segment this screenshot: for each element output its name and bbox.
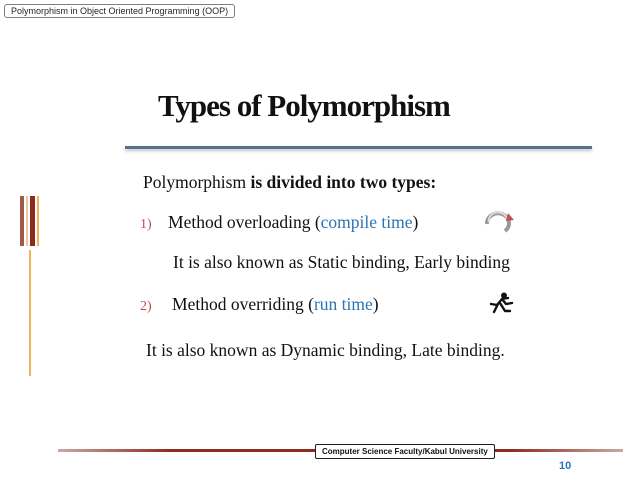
intro-line: Polymorphism is divided into two types:: [143, 172, 437, 192]
item-number: 1): [140, 217, 152, 232]
item-1-note: It is also known as Static binding, Early binding: [173, 252, 510, 272]
page-number: 10: [559, 460, 572, 472]
list-item-1: 1) Method overloading (compile time): [140, 212, 419, 232]
slide-header-label: Polymorphism in Object Oriented Programming (OOP): [4, 4, 235, 18]
item-number: 2): [140, 299, 152, 314]
item-2-note: It is also known as Dynamic binding, Late binding.: [146, 340, 505, 360]
running-figure-icon: [488, 292, 514, 314]
slide-title: Types of Polymorphism: [158, 88, 450, 123]
title-underline: [125, 146, 592, 149]
list-item-2: 2) Method overriding (run time): [140, 294, 379, 314]
footer-label: Computer Science Faculty/Kabul University: [315, 444, 495, 459]
rotating-arrows-icon: [483, 210, 515, 236]
